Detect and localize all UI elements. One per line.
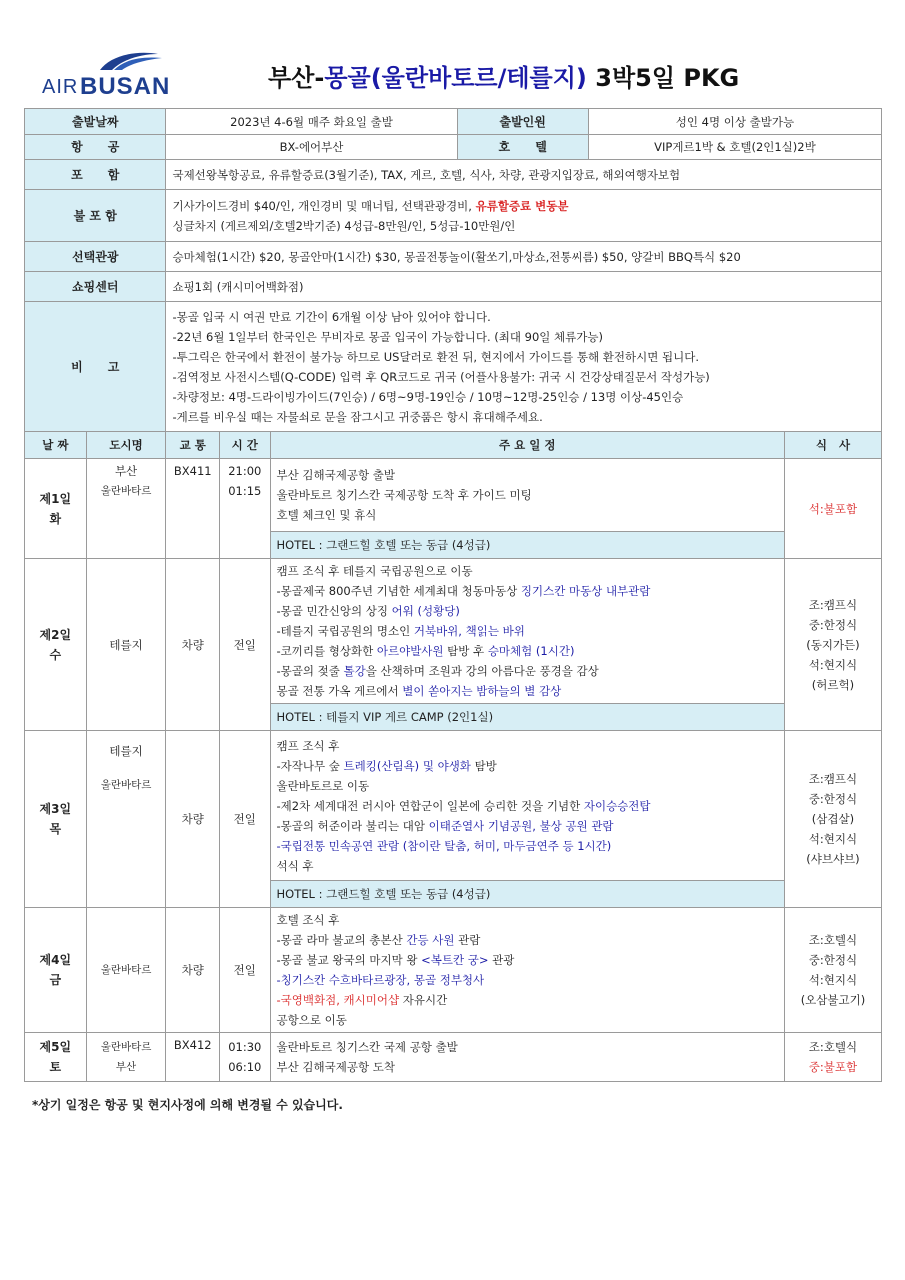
day3-city <box>86 731 166 908</box>
row-optional <box>25 242 882 272</box>
day2-text: 탐방 후 <box>443 644 488 658</box>
day2-num: 제2일 <box>39 627 72 642</box>
row-exclude <box>25 190 882 242</box>
day1-time2: 01:15 <box>228 484 262 498</box>
day1-city <box>86 459 166 559</box>
day3-dow: 목 <box>49 822 62 836</box>
day5-meal-line: 조:호텔식 <box>808 1040 858 1054</box>
day4-text: 관람 <box>454 933 481 947</box>
day2-highlight: 어워 (성황당) <box>391 604 460 618</box>
day2-meal-line: 중:한정식 <box>808 617 858 632</box>
day1-label <box>25 459 87 559</box>
day4-meal-line: 중:한정식 <box>808 953 858 967</box>
row-departure <box>25 109 882 135</box>
row-shopping <box>25 272 882 302</box>
day3-meal-line: (샤브샤브) <box>806 852 860 866</box>
day4-row <box>25 908 882 1033</box>
day5-schedule <box>270 1033 784 1082</box>
day5-row <box>25 1033 882 1082</box>
row-airline <box>25 135 882 160</box>
day5-label <box>25 1033 87 1082</box>
day2-meal-line: 석:현지식 <box>808 657 858 672</box>
day5-time2: 06:10 <box>228 1060 262 1074</box>
day4-sched-line: -칭기스칸 수흐바타르광장, 몽골 정부청사 <box>276 973 485 987</box>
day3-meal-line: 석:현지식 <box>808 832 858 846</box>
header-schedule: 주 요 일 정 <box>270 432 784 459</box>
day3-num: 제3일 <box>39 802 72 816</box>
day1-time1: 21:00 <box>228 464 262 478</box>
day3-text: -몽골의 허준이라 불리는 대암 <box>276 818 429 833</box>
day1-meal: 석:불포함 <box>784 459 881 559</box>
day2-text: 을 산책하며 조원과 강의 아름다운 풍경을 감상 <box>365 664 599 678</box>
day3-highlight: 자이승승전탑 <box>583 798 651 813</box>
day3-label <box>25 731 87 908</box>
day3-highlight: 이태준열사 기념공원, 불상 공원 관람 <box>428 818 614 833</box>
day4-schedule <box>270 908 784 1033</box>
day3-meal-line: 중:한정식 <box>808 792 858 806</box>
title-part2: 몽골(울란바토르/테를지) <box>324 64 587 92</box>
day4-highlight: 간등 사원 <box>406 933 455 947</box>
shopping-label: 쇼핑센터 <box>25 272 166 302</box>
itinerary-table <box>24 108 882 1082</box>
brand-air: AIR <box>42 76 79 98</box>
day3-time: 전일 <box>220 731 271 908</box>
note-item: -몽골 입국 시 여권 만료 기간이 6개월 이상 남아 있어야 합니다. <box>172 309 491 324</box>
day4-meal-line: 조:호텔식 <box>808 933 858 947</box>
day2-highlight: 징기스칸 마동상 내부관람 <box>520 584 651 598</box>
row-include <box>25 160 882 190</box>
day2-row <box>25 559 882 704</box>
note-item: -검역정보 사전시스템(Q-CODE) 입력 후 QR코드로 귀국 (어플사용불가: 귀국 시 건강상태질문서 작성가능) <box>172 369 710 384</box>
day2-text: -몽골 민간신앙의 상징 <box>276 604 392 618</box>
day4-sched-line: 공항으로 이동 <box>276 1013 347 1027</box>
day5-city <box>86 1033 166 1082</box>
day2-text: -몽골의 젖줄 <box>276 664 344 678</box>
day3-schedule <box>270 731 784 881</box>
day5-dow: 토 <box>49 1060 62 1074</box>
day2-sched-line: 캠프 조식 후 테를지 국립공원으로 이동 <box>276 564 473 578</box>
brand-busan: BUSAN <box>80 73 171 100</box>
day1-schedule <box>270 459 784 532</box>
day1-transport: BX411 <box>166 459 220 559</box>
day4-meal <box>784 908 881 1033</box>
day1-hotel: HOTEL : 그랜드힐 호텔 또는 동급 (4성급) <box>270 532 784 559</box>
day3-highlight: 트레킹(산림욕) 및 야생화 <box>343 758 471 773</box>
day5-time1: 01:30 <box>228 1040 262 1054</box>
day4-sched-line: 호텔 조식 후 <box>276 913 340 927</box>
day5-meal-line: 중:불포함 <box>808 1060 858 1074</box>
day1-dow: 화 <box>49 511 62 526</box>
departure-label: 출발날짜 <box>25 109 166 135</box>
day2-label <box>25 559 87 731</box>
day2-highlight: 승마체험 (1시간) <box>487 644 575 658</box>
day2-transport: 차량 <box>166 559 220 731</box>
optional-label: 선택관광 <box>25 242 166 272</box>
people-value: 성인 4명 이상 출발가능 <box>588 109 881 135</box>
day3-meal-line: (삼겹살) <box>811 812 855 826</box>
day2-highlight: 톨강 <box>343 664 366 678</box>
day5-meal <box>784 1033 881 1082</box>
day4-meal-line: 석:현지식 <box>808 973 858 987</box>
hotel-value: VIP게르1박 & 호텔(2인1실)2박 <box>588 135 881 160</box>
shopping-value: 쇼핑1회 (캐시미어백화점) <box>166 272 882 302</box>
day1-city1: 부산 <box>114 464 138 478</box>
note-item: -22년 6월 1일부터 한국인은 무비자로 몽골 입국이 가능합니다. (최대 90일 체류가능) <box>172 329 603 344</box>
airline-value: BX-에어부산 <box>166 135 457 160</box>
day2-highlight: 거북바위, 책읽는 바위 <box>413 624 525 638</box>
day2-highlight: 별이 쏟아지는 밤하늘의 별 감상 <box>402 684 562 698</box>
day2-dow: 수 <box>49 647 62 662</box>
day5-num: 제5일 <box>39 1040 72 1054</box>
day4-text: -몽골 불교 왕국의 마지막 왕 <box>276 953 422 967</box>
include-label: 포 함 <box>25 160 166 190</box>
day3-transport: 차량 <box>166 731 220 908</box>
header-city: 도시명 <box>86 432 166 459</box>
day1-time <box>220 459 271 559</box>
row-notes <box>25 302 882 432</box>
day2-meal-line: (허르헉) <box>811 677 855 692</box>
day1-sched-line: 호텔 체크인 및 휴식 <box>276 508 377 522</box>
exclude-label: 불 포 함 <box>25 190 166 242</box>
day3-sched-line: 울란바토르로 이동 <box>276 778 370 793</box>
day2-highlight: 아르야발사원 <box>376 644 444 658</box>
itinerary-header-row <box>25 432 882 459</box>
day4-label <box>25 908 87 1033</box>
include-value: 국제선왕복항공료, 유류할증료(3월기준), TAX, 게르, 호텔, 식사, 차량, 관광지입장료, 해외여행자보험 <box>166 160 882 190</box>
day4-meal-line: (오삼불고기) <box>800 993 866 1007</box>
day2-text: 몽골 전통 가옥 게르에서 <box>276 684 403 698</box>
optional-value: 승마체험(1시간) $20, 몽골안마(1시간) $30, 몽골전통놀이(활쏘기,마상쇼,전통씨름) $50, 양갈비 BBQ특식 $20 <box>166 242 882 272</box>
day2-schedule <box>270 559 784 704</box>
day5-time <box>220 1033 271 1082</box>
title-part3: 3박5일 PKG <box>586 64 740 92</box>
day2-time: 전일 <box>220 559 271 731</box>
header-meal: 식 사 <box>784 432 881 459</box>
air-busan-logo <box>40 48 170 100</box>
hotel-label: 호 텔 <box>457 135 588 160</box>
day5-sched-line: 부산 김해국제공항 도착 <box>276 1060 395 1074</box>
note-item: -게르를 비우실 때는 자물쇠로 문을 잠그시고 귀중품은 항시 휴대해주세요. <box>172 409 543 424</box>
fuel-surcharge-note: 유류할증료 변동분 <box>475 198 569 213</box>
day3-meal-line: 조:캠프식 <box>808 772 858 786</box>
day2-hotel: HOTEL : 테를지 VIP 게르 CAMP (2인1실) <box>270 704 784 731</box>
day3-city2: 울란바타르 <box>100 779 152 791</box>
notes-label: 비 고 <box>25 302 166 432</box>
footnote: *상기 일정은 항공 및 현지사정에 의해 변경될 수 있습니다. <box>32 1098 343 1112</box>
day2-meal-line: (동지가든) <box>806 637 860 652</box>
day3-sched-line: -국립전통 민속공연 관람 (참이란 탈춤, 허미, 마두금연주 등 1시간) <box>276 838 612 853</box>
header-time: 시 간 <box>220 432 271 459</box>
day4-num: 제4일 <box>39 953 72 967</box>
day3-text: -자작나무 숲 <box>276 758 344 773</box>
day3-sched-line: 캠프 조식 후 <box>276 738 340 753</box>
notes-value <box>166 302 882 432</box>
day3-text: -제2차 세계대전 러시아 연합군이 일본에 승리한 것을 기념한 <box>276 798 584 813</box>
day5-city2: 부산 <box>115 1061 137 1073</box>
exclude-text: 기사가이드경비 $40/인, 개인경비 및 매너팁, 선택관광경비, <box>172 198 476 213</box>
day3-sched-line: 석식 후 <box>276 858 314 873</box>
departure-value: 2023년 4-6월 매주 화요일 출발 <box>166 109 457 135</box>
day1-row <box>25 459 882 532</box>
day5-city1: 울란바타르 <box>100 1041 152 1053</box>
day3-row <box>25 731 882 881</box>
day2-text: -코끼리를 형상화한 <box>276 644 377 658</box>
day5-sched-line: 울란바토르 칭기스칸 국제 공항 출발 <box>276 1040 458 1054</box>
day3-text: 탐방 <box>470 758 497 773</box>
exclude-value <box>166 190 882 242</box>
day4-highlight-red: -국영백화점, 캐시미어샵 <box>276 993 400 1007</box>
day2-city: 테를지 <box>86 559 166 731</box>
note-item: -투그릭은 한국에서 환전이 불가능 하므로 US달러로 환전 뒤, 현지에서 가이드를 통해 환전하시면 됩니다. <box>172 349 699 364</box>
day3-hotel: HOTEL : 그랜드힐 호텔 또는 동급 (4성급) <box>270 881 784 908</box>
day4-text: -몽골 라마 불교의 총본산 <box>276 933 407 947</box>
day5-transport: BX412 <box>166 1033 220 1082</box>
day3-city1: 테를지 <box>109 744 143 758</box>
day2-meal <box>784 559 881 731</box>
single-charge-text: 싱글차지 (게르제외/호텔2박기준) 4성급-8만원/인, 5성급-10만원/인 <box>172 218 516 233</box>
airline-label: 항 공 <box>25 135 166 160</box>
day4-transport: 차량 <box>166 908 220 1033</box>
day2-text: -몽골제국 800주년 기념한 세계최대 청동마동상 <box>276 584 521 598</box>
day4-text: 자유시간 <box>399 993 448 1007</box>
day3-meal <box>784 731 881 908</box>
day4-dow: 금 <box>49 973 62 987</box>
page-title <box>268 58 739 93</box>
day1-city2: 울란바타르 <box>100 485 152 497</box>
people-label: 출발인원 <box>457 109 588 135</box>
header <box>0 0 905 105</box>
title-part1: 부산- <box>268 64 325 92</box>
day4-text: 관광 <box>488 953 515 967</box>
header-date: 날 짜 <box>25 432 87 459</box>
day1-sched-line: 울란바토르 칭기스칸 국제공항 도착 후 가이드 미팅 <box>276 488 532 502</box>
note-item: -차량정보: 4명-드라이빙가이드(7인승) / 6명~9명-19인승 / 10명~12명-25인승 / 13명 이상-45인승 <box>172 389 684 404</box>
day2-meal-line: 조:캠프식 <box>808 597 858 612</box>
day4-time: 전일 <box>220 908 271 1033</box>
day4-highlight: <복트칸 궁> <box>421 953 489 967</box>
day1-num: 제1일 <box>39 491 72 506</box>
day1-sched-line: 부산 김해국제공항 출발 <box>276 468 395 482</box>
day2-text: -테를지 국립공원의 명소인 <box>276 624 414 638</box>
header-transport: 교 통 <box>166 432 220 459</box>
day4-city: 울란바타르 <box>86 908 166 1033</box>
